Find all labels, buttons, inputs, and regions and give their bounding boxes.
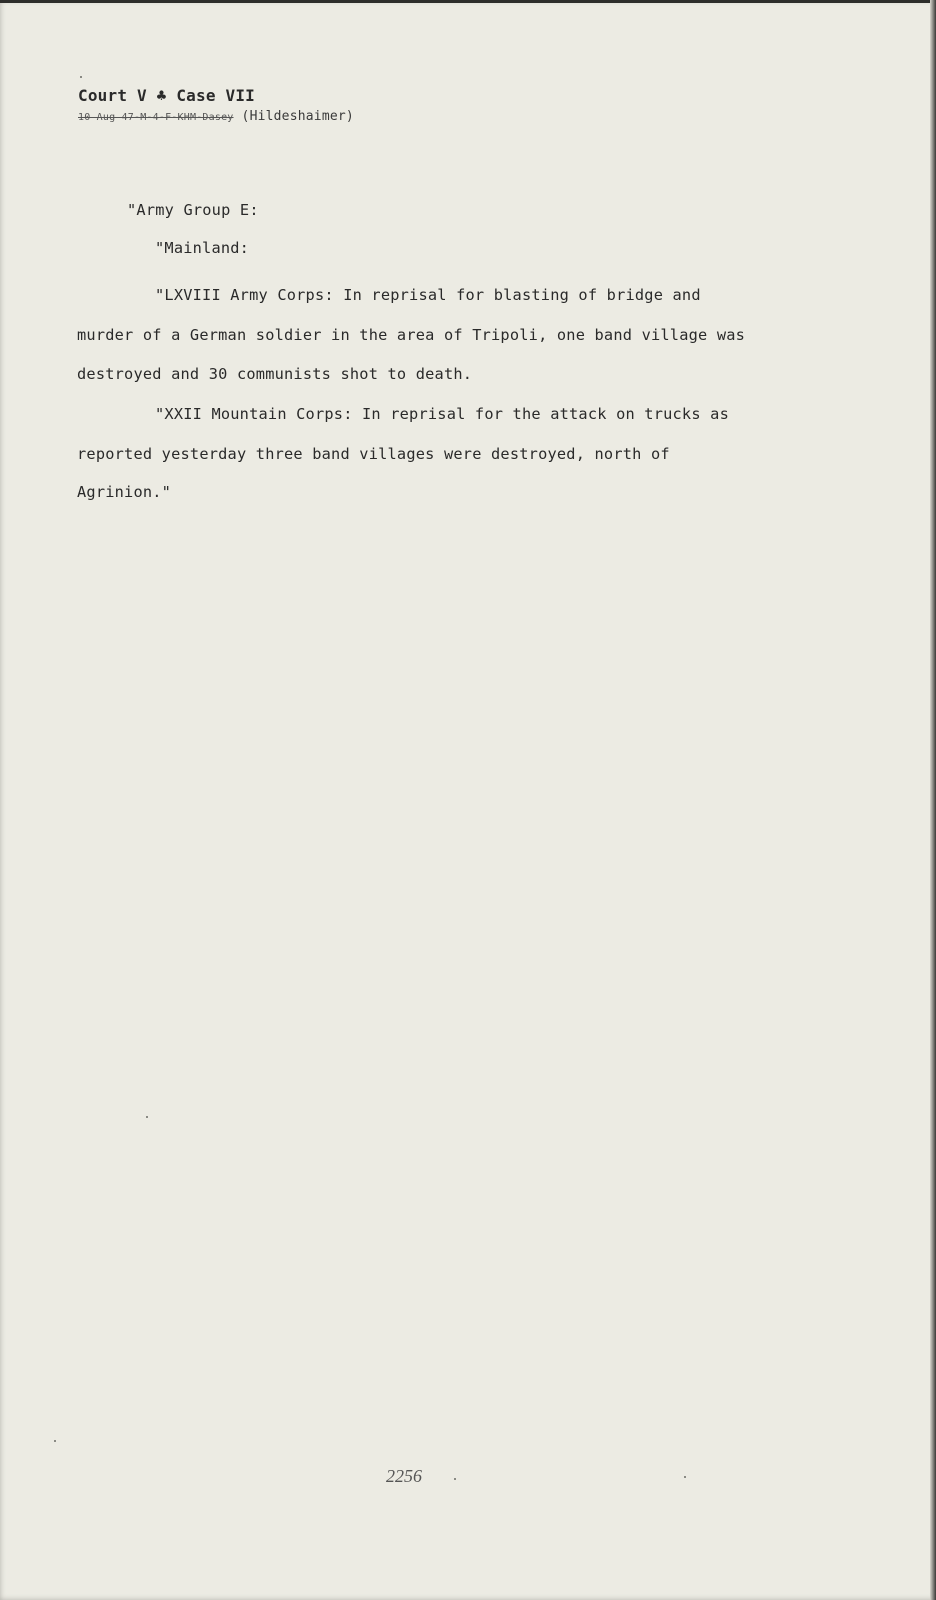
paper-speck <box>80 76 82 78</box>
body-line: murder of a German soldier in the area of Tripoli, one band village was <box>77 326 746 344</box>
page-number: 2256 <box>386 1466 422 1486</box>
paper-speck <box>146 1116 148 1118</box>
body-line: "LXVIII Army Corps: In reprisal for blasting of bridge and <box>155 286 701 304</box>
struck-reference-code: 10 Aug 47-M-4-F-KHM-Dasey <box>78 112 234 123</box>
court-case-heading: Court V ♣ Case VII <box>78 86 255 105</box>
body-line: destroyed and 30 communists shot to death. <box>77 365 473 383</box>
body-line: "Mainland: <box>155 239 250 257</box>
body-line: "XXII Mountain Corps: In reprisal for the attack on trucks as <box>155 405 729 423</box>
body-line: "Army Group E: <box>127 201 259 219</box>
page-top-edge <box>0 0 936 3</box>
paper-speck <box>454 1478 456 1480</box>
body-line: Agrinion." <box>77 483 172 501</box>
transcript-reference-line <box>78 109 354 124</box>
paper-speck <box>684 1476 686 1478</box>
page-right-edge <box>930 0 936 1600</box>
reporter-name: (Hildeshaimer) <box>241 109 354 124</box>
paper-speck <box>54 1440 56 1442</box>
body-line: reported yesterday three band villages were destroyed, north of <box>77 445 670 463</box>
